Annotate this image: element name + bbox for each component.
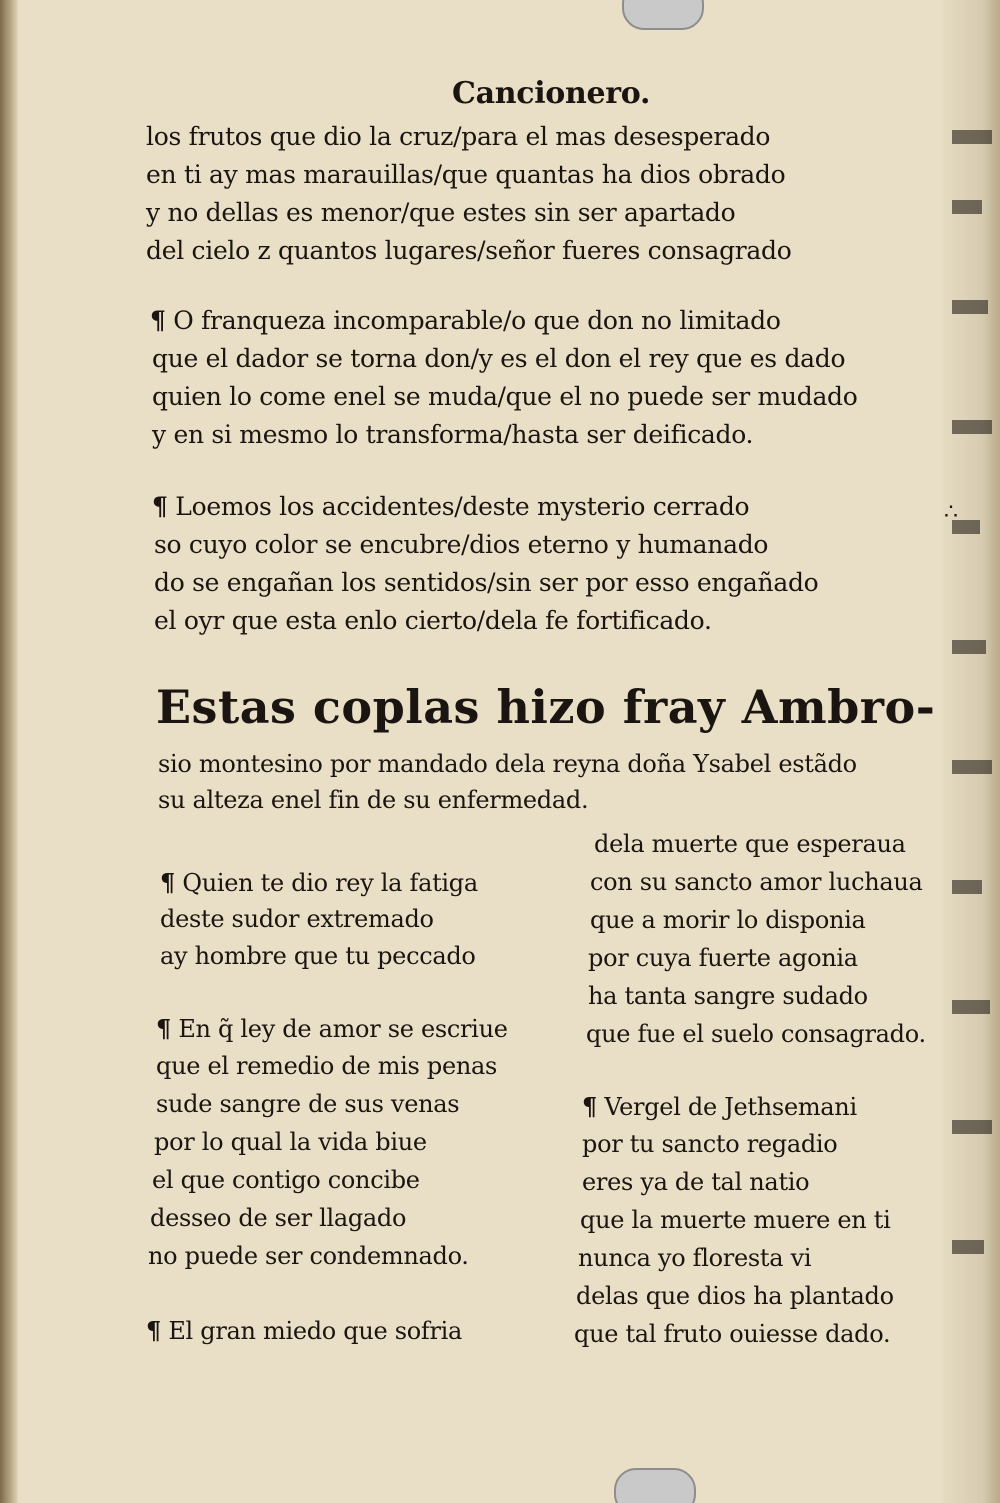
heading-line: su alteza enel fin de su enfermedad. — [158, 786, 589, 814]
left-verse-line: el que contigo concibe — [152, 1166, 420, 1194]
left-verse-line: sude sangre de sus venas — [156, 1090, 460, 1118]
section-heading: Estas coplas hizo fray Ambro- — [156, 680, 936, 734]
right-verse-line: por tu sancto regadio — [582, 1130, 838, 1158]
left-verse-line — [160, 868, 478, 897]
text-line — [150, 306, 781, 335]
right-verse-line: por cuya fuerte agonia — [588, 944, 858, 972]
right-verse-line: que tal fruto ouiesse dado. — [574, 1320, 891, 1348]
pilcrow-mark: ¶ — [156, 1014, 171, 1043]
right-verse-line: que fue el suelo consagrado. — [586, 1020, 926, 1048]
book-clip-bottom — [614, 1468, 696, 1503]
text-line: quien lo come enel se muda/que el no puede ser mudado — [152, 382, 858, 411]
left-verse-line — [156, 1014, 508, 1043]
pilcrow-mark: ¶ — [146, 1316, 161, 1345]
text-line-content: Loemos los accidentes/deste mysterio cerrado — [175, 492, 750, 521]
text-line — [152, 492, 749, 521]
left-verse-line: deste sudor extremado — [160, 905, 434, 933]
right-verse-line: ha tanta sangre sudado — [588, 982, 868, 1010]
left-verse-line — [146, 1316, 462, 1345]
right-verse-line: nunca yo floresta vi — [578, 1244, 812, 1272]
right-verse-line: delas que dios ha plantado — [576, 1282, 894, 1310]
text-line: en ti ay mas marauillas/que quantas ha dios obrado — [146, 160, 786, 189]
right-verse-line: con su sancto amor luchaua — [590, 868, 923, 896]
right-verse-line: dela muerte que esperaua — [594, 830, 906, 858]
left-verse-line: que el remedio de mis penas — [156, 1052, 498, 1080]
right-verse-line: eres ya de tal natio — [582, 1168, 810, 1196]
pilcrow-mark: ¶ — [160, 868, 175, 897]
left-verse-line: ay hombre que tu peccado — [160, 942, 476, 970]
ornament-dots: ∴ — [944, 500, 958, 525]
text-line: so cuyo color se encubre/dios eterno y humanado — [154, 530, 769, 559]
text-line-content: Quien te dio rey la fatiga — [182, 869, 478, 897]
text-line-content: O franqueza incomparable/o que don no limitado — [173, 306, 781, 335]
text-line: que el dador se torna don/y es el don el rey que es dado — [152, 344, 846, 373]
left-verse-line: por lo qual la vida biue — [154, 1128, 427, 1156]
left-verse-line: desseo de ser llagado — [150, 1204, 407, 1232]
pilcrow-mark: ¶ — [152, 492, 168, 521]
text-line: los frutos que dio la cruz/para el mas desesperado — [146, 122, 771, 151]
text-line: y no dellas es menor/que estes sin ser apartado — [146, 198, 736, 227]
text-line-content: Vergel de Jethsemani — [604, 1093, 857, 1121]
facing-page-edge — [942, 0, 1000, 1503]
text-line: el oyr que esta enlo cierto/dela fe fortificado. — [154, 606, 712, 635]
text-line: del cielo z quantos lugares/señor fueres consagrado — [146, 236, 792, 265]
pilcrow-mark: ¶ — [150, 306, 166, 335]
text-line: do se engañan los sentidos/sin ser por esso engañado — [154, 568, 819, 597]
text-line: y en si mesmo lo transforma/hasta ser deificado. — [152, 420, 754, 449]
left-verse-line: no puede ser condemnado. — [148, 1242, 469, 1270]
pilcrow-mark: ¶ — [582, 1092, 597, 1121]
page-left-edge — [0, 0, 18, 1503]
page-title: Cancionero. — [452, 76, 651, 111]
text-line-content: El gran miedo que sofria — [168, 1317, 463, 1345]
right-verse-line — [582, 1092, 857, 1121]
right-verse-line: que la muerte muere en ti — [580, 1206, 891, 1234]
text-line-content: En q̃ ley de amor se escriue — [178, 1015, 508, 1043]
heading-line: sio montesino por mandado dela reyna doña Ysabel estãdo — [158, 750, 857, 778]
right-verse-line: que a morir lo disponia — [590, 906, 866, 934]
book-clip-top — [622, 0, 704, 30]
